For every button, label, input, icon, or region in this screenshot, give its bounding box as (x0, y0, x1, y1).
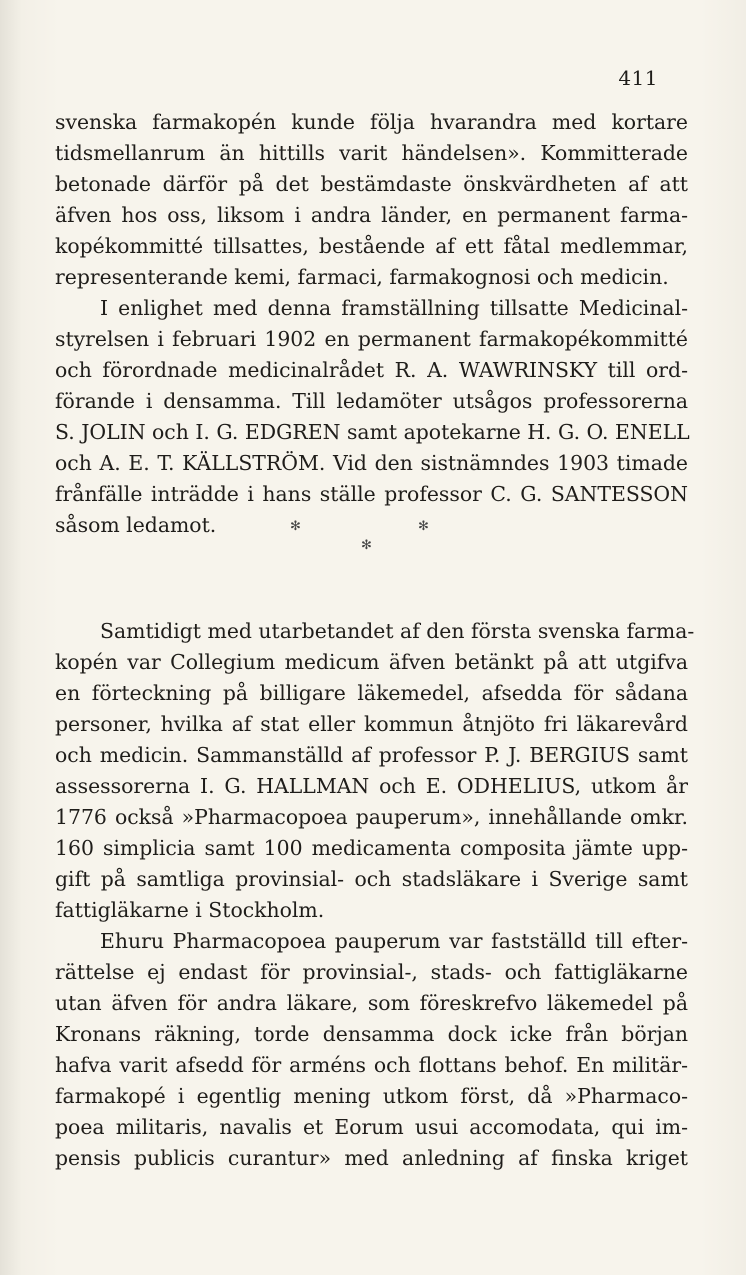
text-line: I enlighet med denna framställning tillsatte Medicinal- (100, 296, 688, 320)
asterism-star: ✻ (361, 538, 372, 553)
text-line: en förteckning på billigare läkemedel, afsedda för sådana (55, 681, 688, 705)
text-line: rättelse ej endast för provinsial-, stads- och fattigläkarne (55, 960, 688, 984)
asterism-star: ✻ (418, 519, 429, 534)
paragraph-3 (55, 616, 695, 926)
text-line: äfven hos oss, liksom i andra länder, en permanent farma- (55, 203, 688, 227)
text-line: kopékommitté tillsattes, bestående af ett fåtal medlemmar, (55, 234, 688, 258)
text-line: och förordnade medicinalrådet R. A. WAWRINSKY till ord- (55, 358, 688, 382)
text-line: Ehuru Pharmacopoea pauperum var fastställd till efter- (100, 929, 688, 953)
text-line: assessorerna I. G. HALLMAN och E. ODHELIUS, utkom år (55, 774, 688, 798)
text-line: fattigläkarne i Stockholm. (55, 898, 325, 922)
text-line: och medicin. Sammanställd af professor P. J. BERGIUS samt (55, 743, 688, 767)
text-line: 160 simplicia samt 100 medicamenta composita jämte upp- (55, 836, 688, 860)
text-line: såsom ledamot. (55, 513, 217, 537)
asterism-star: ✻ (290, 519, 301, 534)
text-block-lower (55, 616, 695, 1174)
text-line: gift på samtliga provinsial- och stadsläkare i Sverige samt (55, 867, 688, 891)
text-line: representerande kemi, farmaci, farmakognosi och medicin. (55, 265, 669, 289)
text-line: 1776 också »Pharmacopoea pauperum», innehållande omkr. (55, 805, 688, 829)
text-line: S. JOLIN och I. G. EDGREN samt apotekarne H. G. O. ENELL (55, 420, 690, 444)
text-line: tidsmellanrum än hittills varit händelsen». Kommitterade (55, 141, 688, 165)
text-line: personer, hvilka af stat eller kommun åtnjöto fri läkarevård (55, 712, 688, 736)
text-line: och A. E. T. KÄLLSTRÖM. Vid den sistnämndes 1903 timade (55, 451, 688, 475)
text-line: Samtidigt med utarbetandet af den första svenska farma- (100, 619, 695, 643)
text-line: frånfälle inträdde i hans ställe professor C. G. SANTESSON (55, 482, 688, 506)
text-line: Kronans räkning, torde densamma dock icke från början (55, 1022, 688, 1046)
text-line: kopén var Collegium medicum äfven betänkt på att utgifva (55, 650, 688, 674)
text-line: förande i densamma. Till ledamöter utsågos professorerna (55, 389, 688, 413)
paragraph-4 (55, 926, 688, 1174)
text-line: pensis publicis curantur» med anledning af finska kriget (55, 1146, 688, 1170)
text-line: poea militaris, navalis et Eorum usui accomodata, qui im- (55, 1115, 688, 1139)
text-line: utan äfven för andra läkare, som föreskrefvo läkemedel på (55, 991, 688, 1015)
text-line: betonade därför på det bestämdaste önskvärdheten af att (55, 172, 688, 196)
text-line: styrelsen i februari 1902 en permanent farmakopékommitté (55, 327, 688, 351)
text-line: svenska farmakopén kunde följa hvarandra med kortare (55, 110, 688, 134)
text-line: hafva varit afsedd för arméns och flottans behof. En militär- (55, 1053, 688, 1077)
page-number: 411 (618, 66, 658, 90)
text-line: farmakopé i egentlig mening utkom först, då »Pharmaco- (55, 1084, 688, 1108)
